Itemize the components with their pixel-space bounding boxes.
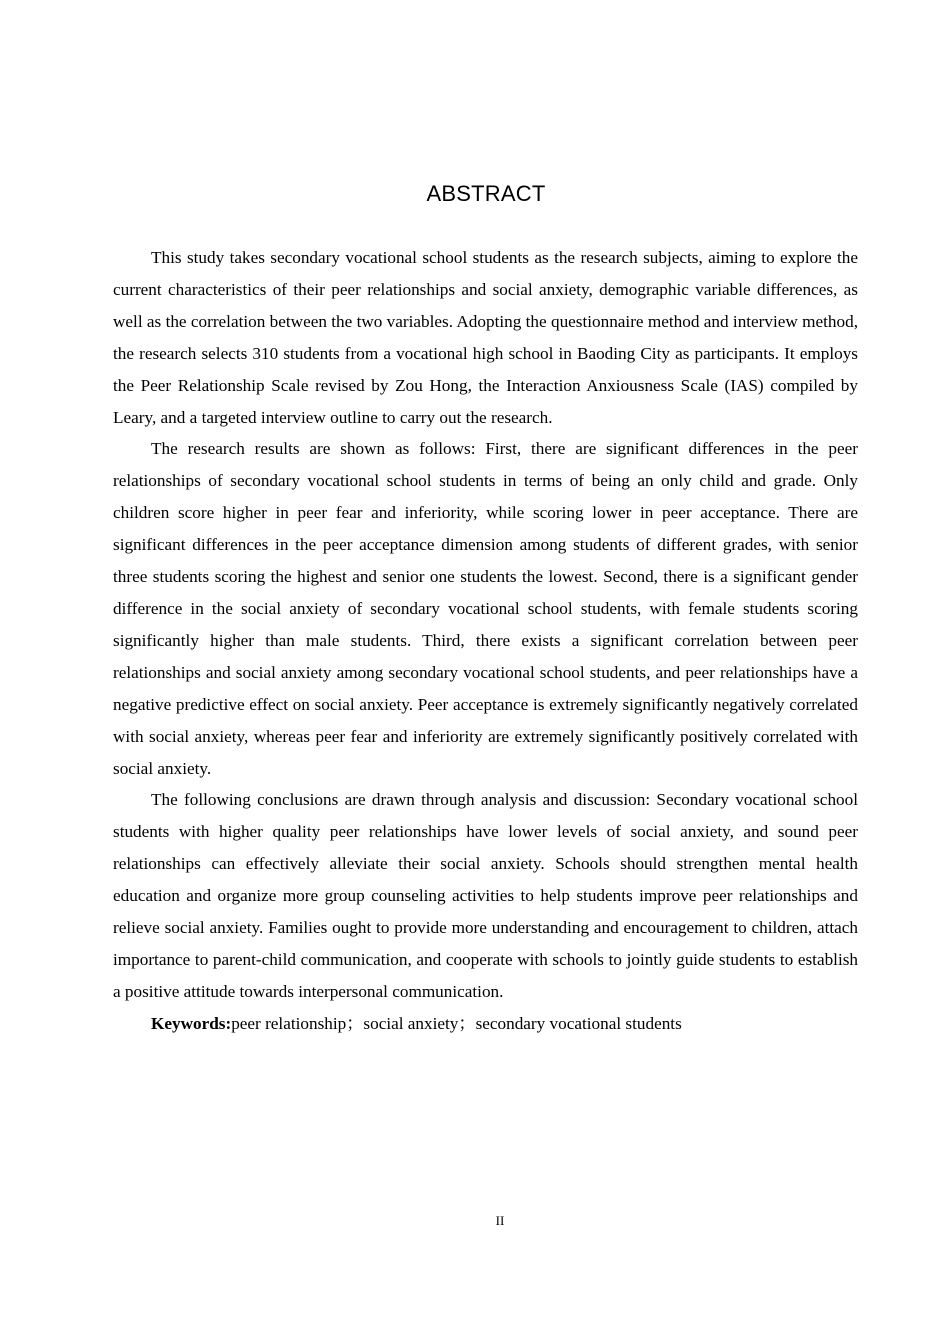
keywords-line	[113, 1008, 858, 1040]
keywords-text: peer relationship；social anxiety；secondary vocational students	[231, 1013, 682, 1033]
abstract-paragraph-3: The following conclusions are drawn through analysis and discussion: Secondary vocational school students with higher quality peer relationships have lower levels of social anxiety, and sound peer relationships can effectively alleviate their social anxiety. Schools should strengthen mental health education and organize more group counseling activities to help students improve peer relationships and relieve social anxiety. Families ought to provide more understanding and encouragement to children, attach importance to parent-child communication, and cooperate with schools to jointly guide students to establish a positive attitude towards interpersonal communication.	[113, 790, 858, 1001]
abstract-body	[113, 242, 858, 1040]
abstract-paragraph-1: This study takes secondary vocational school students as the research subjects, aiming to explore the current characteristics of their peer relationships and social anxiety, demographic variable differences, as well as the correlation between the two variables. Adopting the questionnaire method and interview method, the research selects 310 students from a vocational high school in Baoding City as participants. It employs the Peer Relationship Scale revised by Zou Hong, the Interaction Anxiousness Scale (IAS) compiled by Leary, and a targeted interview outline to carry out the research.	[113, 248, 858, 427]
keywords-label: Keywords:	[151, 1013, 232, 1033]
page-number: II	[495, 1213, 505, 1228]
abstract-paragraph-2: The research results are shown as follows: First, there are significant differences in the peer relationships of secondary vocational school students in terms of being an only child and grade. Only children score higher in peer fear and inferiority, while scoring lower in peer acceptance. There are significant differences in the peer acceptance dimension among students of different grades, with senior three students scoring the highest and senior one students the lowest. Second, there is a significant gender difference in the social anxiety of secondary vocational school students, with female students scoring significantly higher than male students. Third, there exists a significant correlation between peer relationships and social anxiety among secondary vocational school students, and peer relationships have a negative predictive effect on social anxiety. Peer acceptance is extremely significantly negatively correlated with social anxiety, whereas peer fear and inferiority are extremely significantly positively correlated with social anxiety.	[113, 439, 858, 778]
abstract-title: ABSTRACT	[426, 181, 546, 206]
